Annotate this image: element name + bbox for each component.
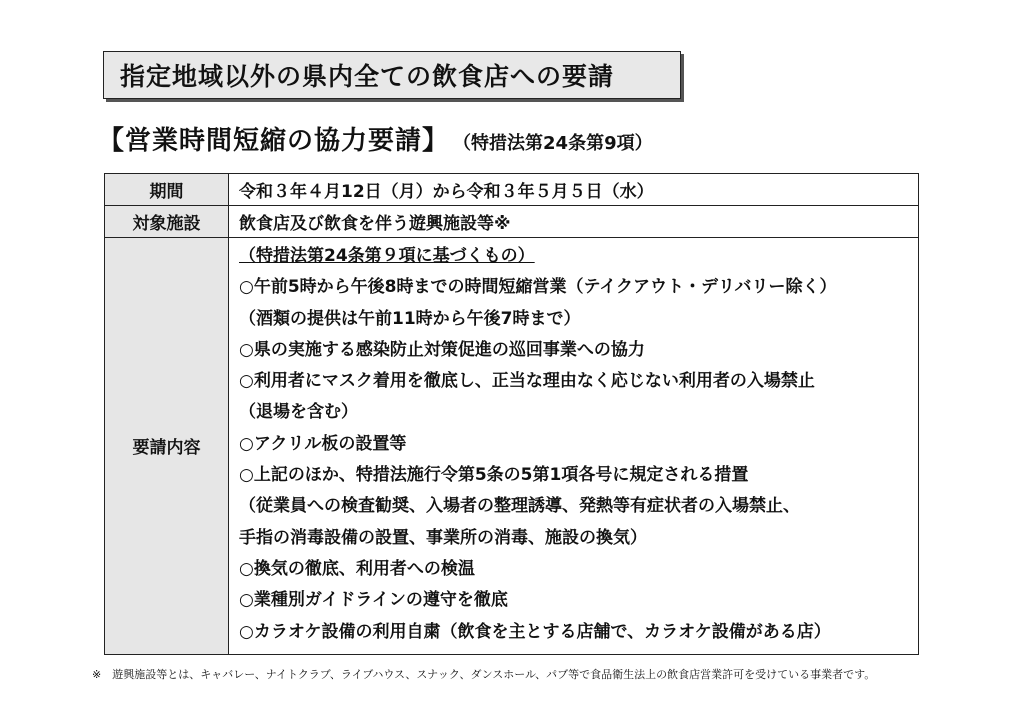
request-line: （退場を含む） [239,402,358,423]
facility-value: 飲食店及び飲食を伴う遊興施設等※ [229,206,919,238]
table-row-facility [105,206,919,238]
period-label: 期間 [105,174,229,206]
table-row-period [105,174,919,206]
request-line-basis: （特措法第24条第９項に基づくもの） [239,246,535,266]
section-heading [98,120,653,157]
request-line: （従業員への検査勧奨、入場者の整理誘導、発熱等有症状者の入場禁止、 [239,496,800,517]
request-line: ○利用者にマスク着用を徹底し、正当な理由なく応じない利用者の入場禁止 [239,371,815,392]
request-line: ○県の実施する感染防止対策促進の巡回事業への協力 [239,339,645,360]
section-heading-law-ref: （特措法第24条第9項） [453,133,653,154]
page-title: 指定地域以外の県内全ての飲食店への要請 [103,51,681,99]
request-line: ○カラオケ設備の利用自粛（飲食を主とする店舗で、カラオケ設備がある店） [239,621,831,642]
request-line: ○業種別ガイドラインの遵守を徹底 [239,590,508,611]
request-line: ○アクリル板の設置等 [239,433,407,454]
request-content [229,238,919,655]
section-heading-main: 【営業時間短縮の協力要請】 [98,126,450,156]
request-table [104,173,919,655]
footnote: ※ 遊興施設等とは、キャバレー、ナイトクラブ、ライブハウス、スナック、ダンスホール、パブ等で食品衛生法上の飲食店営業許可を受けている事業者です。 [92,668,876,681]
facility-label: 対象施設 [105,206,229,238]
request-line: ○上記のほか、特措法施行令第5条の5第1項各号に規定される措置 [239,465,749,486]
request-line: （酒類の提供は午前11時から午後7時まで） [239,308,581,329]
request-line: 手指の消毒設備の設置、事業所の消毒、施設の換気） [239,527,647,548]
request-line: ○換気の徹底、利用者への検温 [239,558,475,579]
request-label: 要請内容 [105,238,229,655]
period-value: 令和３年４月12日（月）から令和３年５月５日（水） [229,174,919,206]
request-line: ○午前5時から午後8時までの時間短縮営業（テイクアウト・デリバリー除く） [239,277,837,298]
table-row-request [105,238,919,655]
